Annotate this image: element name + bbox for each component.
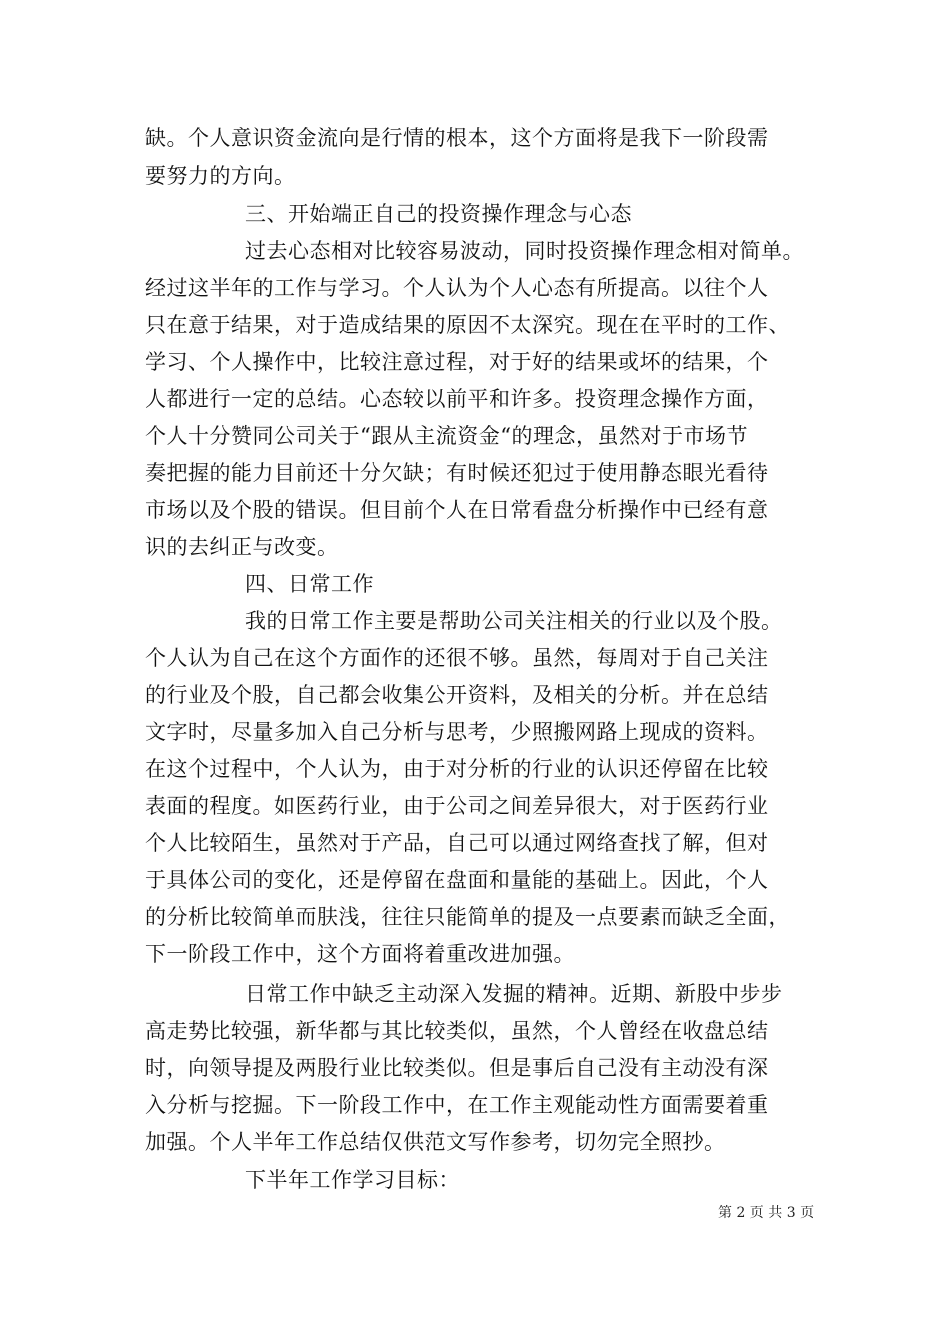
text-line: 市场以及个股的错误。但目前个人在日常看盘分析操作中已经有意 xyxy=(145,498,769,522)
text-line: 的行业及个股，自己都会收集公开资料，及相关的分析。并在总结 xyxy=(145,683,769,707)
text-line: 个人十分赞同公司关于“跟从主流资金“的理念，虽然对于市场节 xyxy=(145,424,748,448)
text-line: 表面的程度。如医药行业，由于公司之间差异很大，对于医药行业 xyxy=(145,794,769,818)
text-line: 缺。个人意识资金流向是行情的根本，这个方面将是我下一阶段需 xyxy=(145,126,769,150)
text-line: 学习、个人操作中，比较注意过程，对于好的结果或坏的结果，个 xyxy=(145,350,769,374)
page-number: 第 2 页 共 3 页 xyxy=(718,1205,815,1221)
text-line: 识的去纠正与改变。 xyxy=(145,535,339,559)
text-line: 在这个过程中，个人认为，由于对分析的行业的认识还停留在比较 xyxy=(145,757,769,781)
text-line: 只在意于结果，对于造成结果的原因不太深究。现在在平时的工作、 xyxy=(145,313,790,337)
text-line: 个人比较陌生，虽然对于产品，自己可以通过网络查找了解，但对 xyxy=(145,831,769,855)
text-line: 高走势比较强，新华都与其比较类似，虽然，个人曾经在收盘总结 xyxy=(145,1019,769,1043)
text-line: 经过这半年的工作与学习。个人认为个人心态有所提高。以往个人 xyxy=(145,276,769,300)
section-heading: 三、开始端正自己的投资操作理念与心态 xyxy=(245,202,632,226)
text-line: 的分析比较简单而肤浅，往往只能简单的提及一点要素而缺乏全面， xyxy=(145,905,790,929)
text-line: 我的日常工作主要是帮助公司关注相关的行业以及个股。 xyxy=(245,609,783,633)
text-line: 要努力的方向。 xyxy=(145,164,296,188)
text-line: 过去心态相对比较容易波动，同时投资操作理念相对简单。 xyxy=(245,239,804,263)
text-line: 个人认为自己在这个方面作的还很不够。虽然，每周对于自己关注 xyxy=(145,646,769,670)
text-line: 下一阶段工作中，这个方面将着重改进加强。 xyxy=(145,942,575,966)
text-line: 文字时，尽量多加入自己分析与思考，少照搬网路上现成的资料。 xyxy=(145,720,769,744)
section-heading: 四、日常工作 xyxy=(245,572,374,596)
text-line: 入分析与挖掘。下一阶段工作中，在工作主观能动性方面需要着重 xyxy=(145,1093,769,1117)
text-line: 时，向领导提及两股行业比较类似。但是事后自己没有主动没有深 xyxy=(145,1056,769,1080)
text-line: 人都进行一定的总结。心态较以前平和许多。投资理念操作方面， xyxy=(145,387,769,411)
text-line: 日常工作中缺乏主动深入发掘的精神。近期、新股中步步 xyxy=(245,982,783,1006)
text-line: 奏把握的能力目前还十分欠缺；有时候还犯过于使用静态眼光看待 xyxy=(145,461,769,485)
text-line: 加强。个人半年工作总结仅供范文写作参考，切勿完全照抄。 xyxy=(145,1130,726,1154)
text-line: 下半年工作学习目标： xyxy=(245,1168,460,1192)
text-line: 于具体公司的变化，还是停留在盘面和量能的基础上。因此，个人 xyxy=(145,868,769,892)
